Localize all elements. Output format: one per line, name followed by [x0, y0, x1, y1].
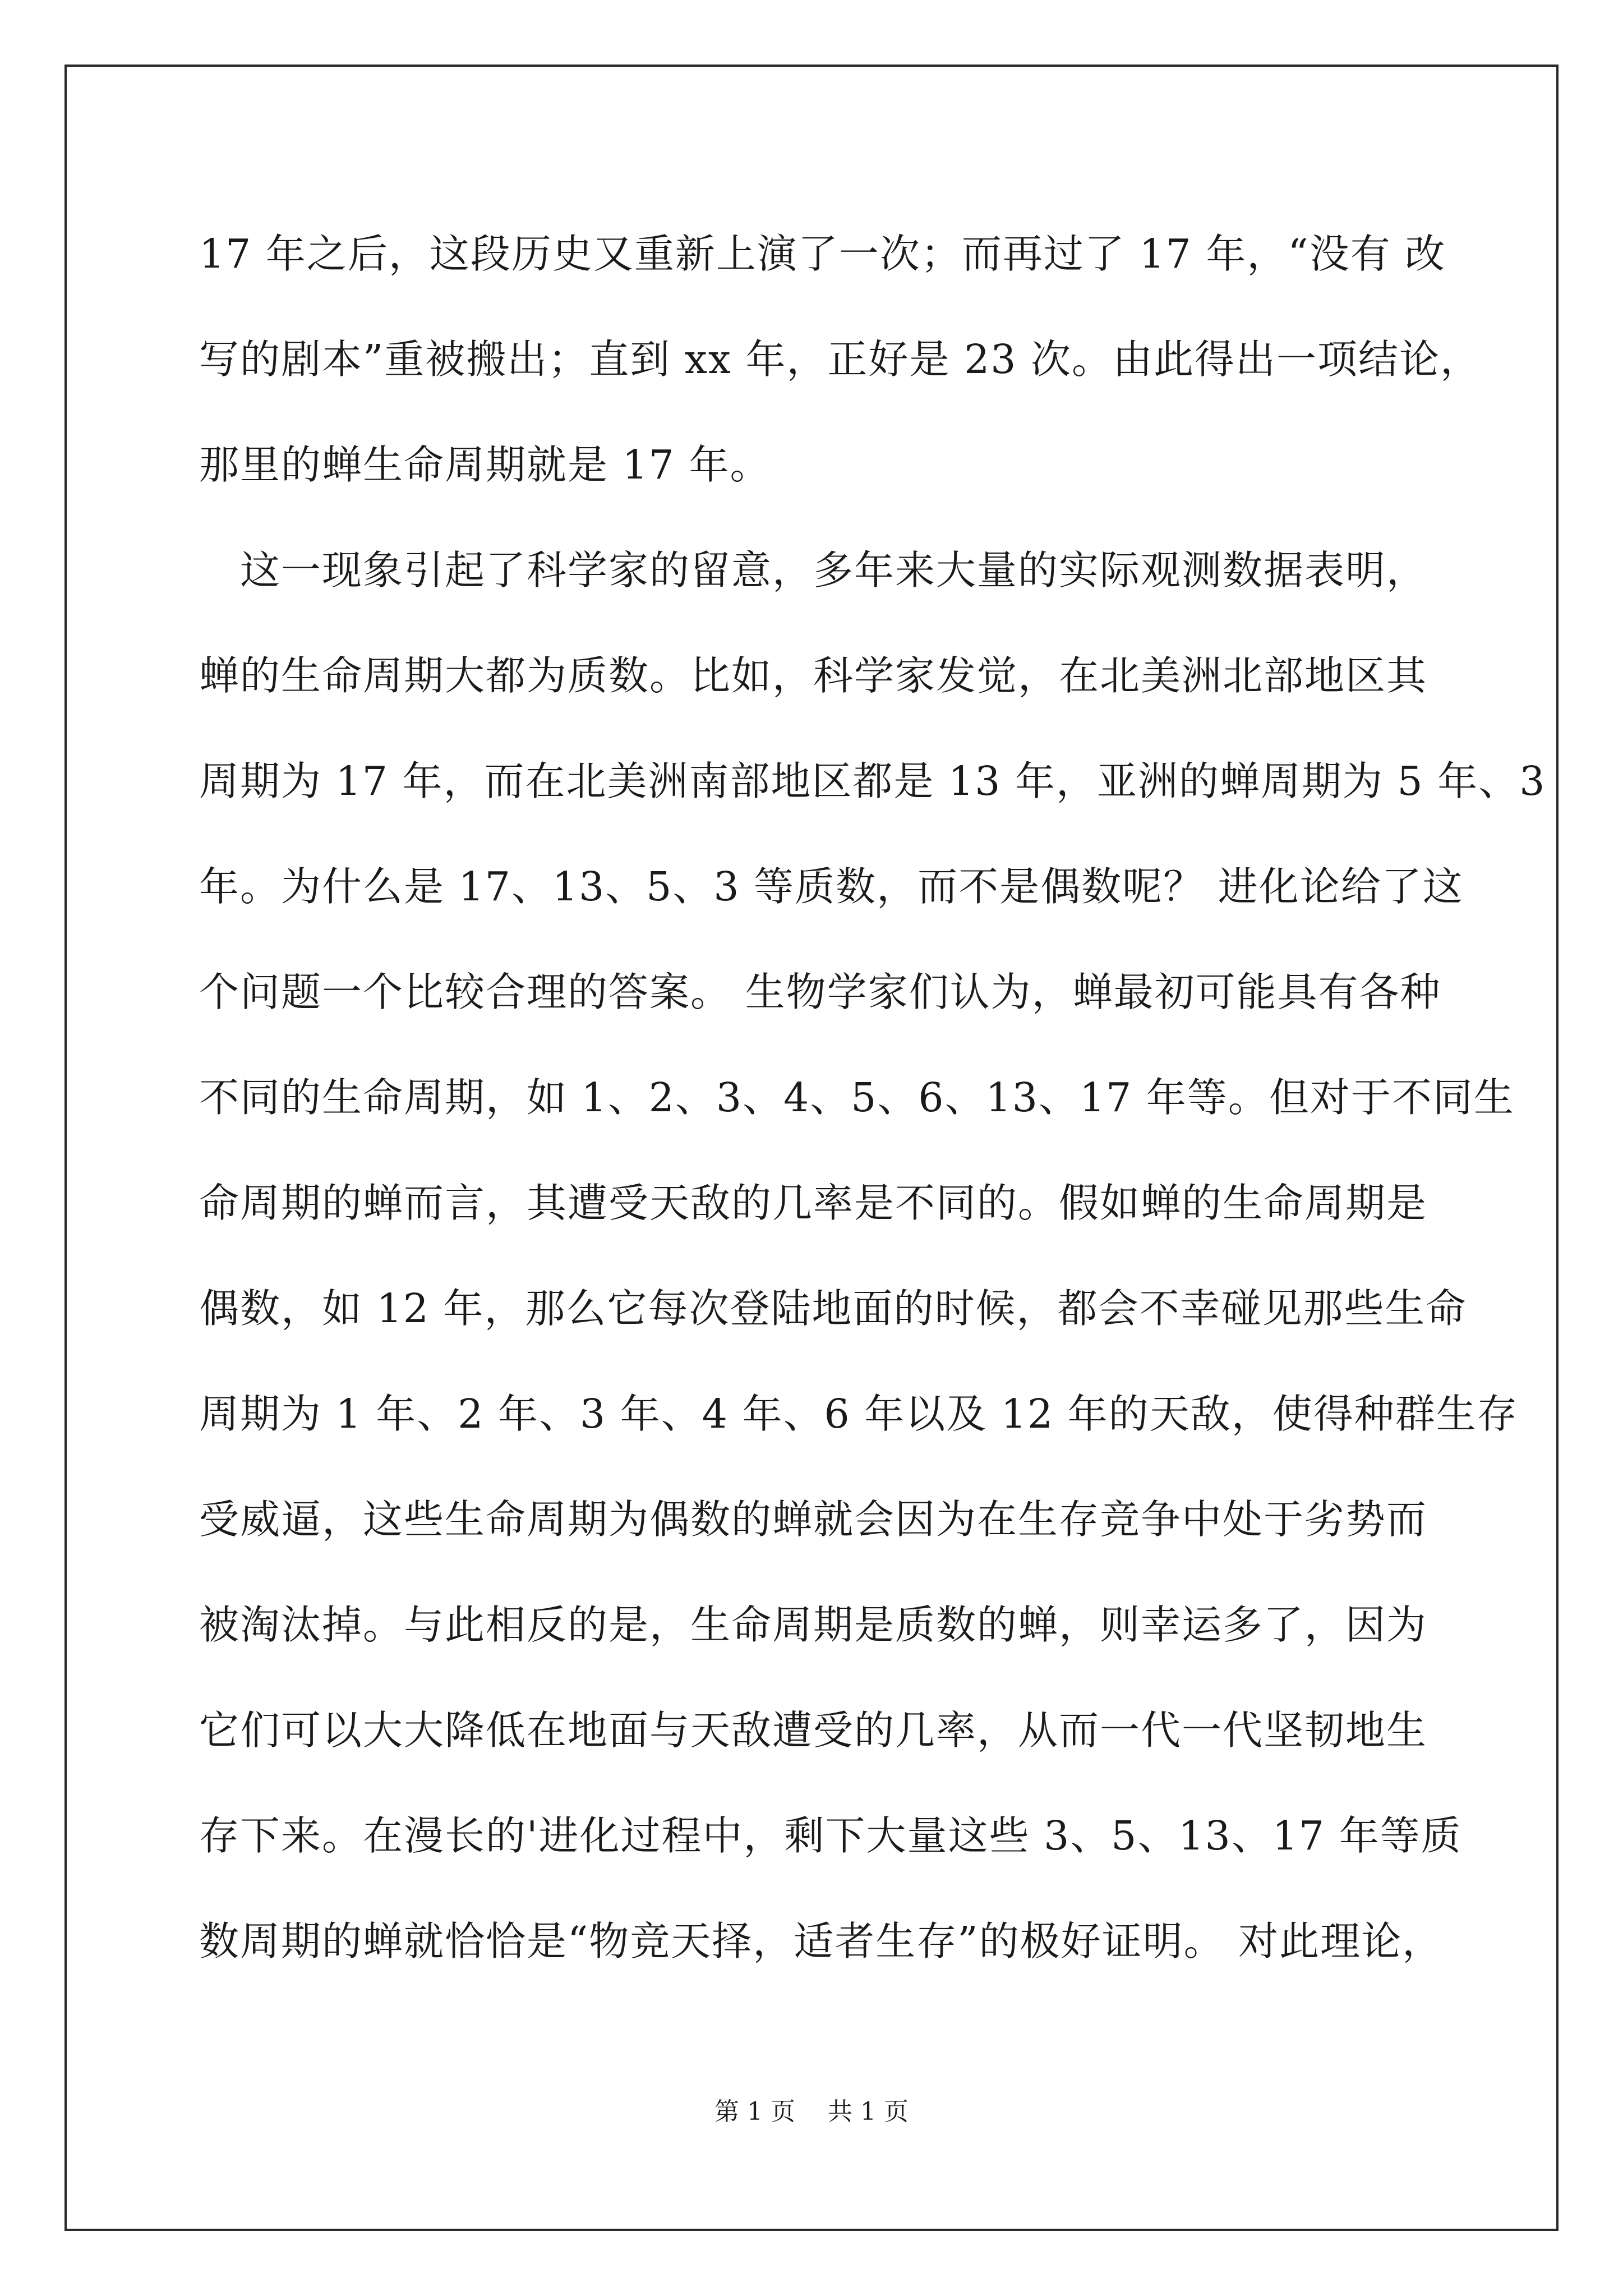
- text-line: 不同的生命周期，如 1、2、3、4、5、6、13、17 年等。但对于不同生: [199, 1074, 1515, 1121]
- text-line: 存下来。在漫长的'进化过程中，剩下大量这些 3、5、13、17 年等质: [199, 1812, 1462, 1859]
- text-line: 那里的蝉生命周期就是 17 年。: [199, 441, 771, 488]
- text-line: 受威逼，这些生命周期为偶数的蝉就会因为在生存竞争中处于劣势而: [199, 1496, 1428, 1543]
- text-line: 数周期的蝉就恰恰是“物竞天择，适者生存”的极好证明。 对此理论，: [199, 1918, 1444, 1964]
- page-border: [64, 65, 1559, 2231]
- text-line: 写的剧本”重被搬出；直到 xx 年，正好是 23 次。由此得出一项结论，: [199, 336, 1482, 383]
- text-line: 周期为 17 年，而在北美洲南部地区都是 13 年，亚洲的蝉周期为 5 年、3: [199, 758, 1546, 804]
- text-line: 命周期的蝉而言，其遭受天敌的几率是不同的。假如蝉的生命周期是: [199, 1180, 1428, 1226]
- text-line: 它们可以大大降低在地面与天敌遭受的几率，从而一代一代坚韧地生: [199, 1707, 1428, 1754]
- text-line: 偶数，如 12 年，那么它每次登陆地面的时候，都会不幸碰见那些生命: [199, 1285, 1467, 1332]
- text-line: 17 年之后，这段历史又重新上演了一次；而再过了 17 年，“没有 改: [199, 231, 1446, 277]
- text-line: 这一现象引起了科学家的留意，多年来大量的实际观测数据表明，: [199, 547, 1428, 593]
- text-line: 年。为什么是 17、13、5、3 等质数，而不是偶数呢？ 进化论给了这: [199, 863, 1464, 910]
- text-line: 被淘汰掉。与此相反的是，生命周期是质数的蝉，则幸运多了，因为: [199, 1602, 1428, 1648]
- text-line: 周期为 1 年、2 年、3 年、4 年、6 年以及 12 年的天敌，使得种群生存: [199, 1391, 1518, 1437]
- page-number-footer: 第 1 页 共 1 页: [714, 2097, 909, 2126]
- text-line: 个问题一个比较合理的答案。 生物学家们认为，蝉最初可能具有各种: [199, 969, 1441, 1015]
- text-line: 蝉的生命周期大都为质数。比如，科学家发觉，在北美洲北部地区其: [199, 652, 1428, 699]
